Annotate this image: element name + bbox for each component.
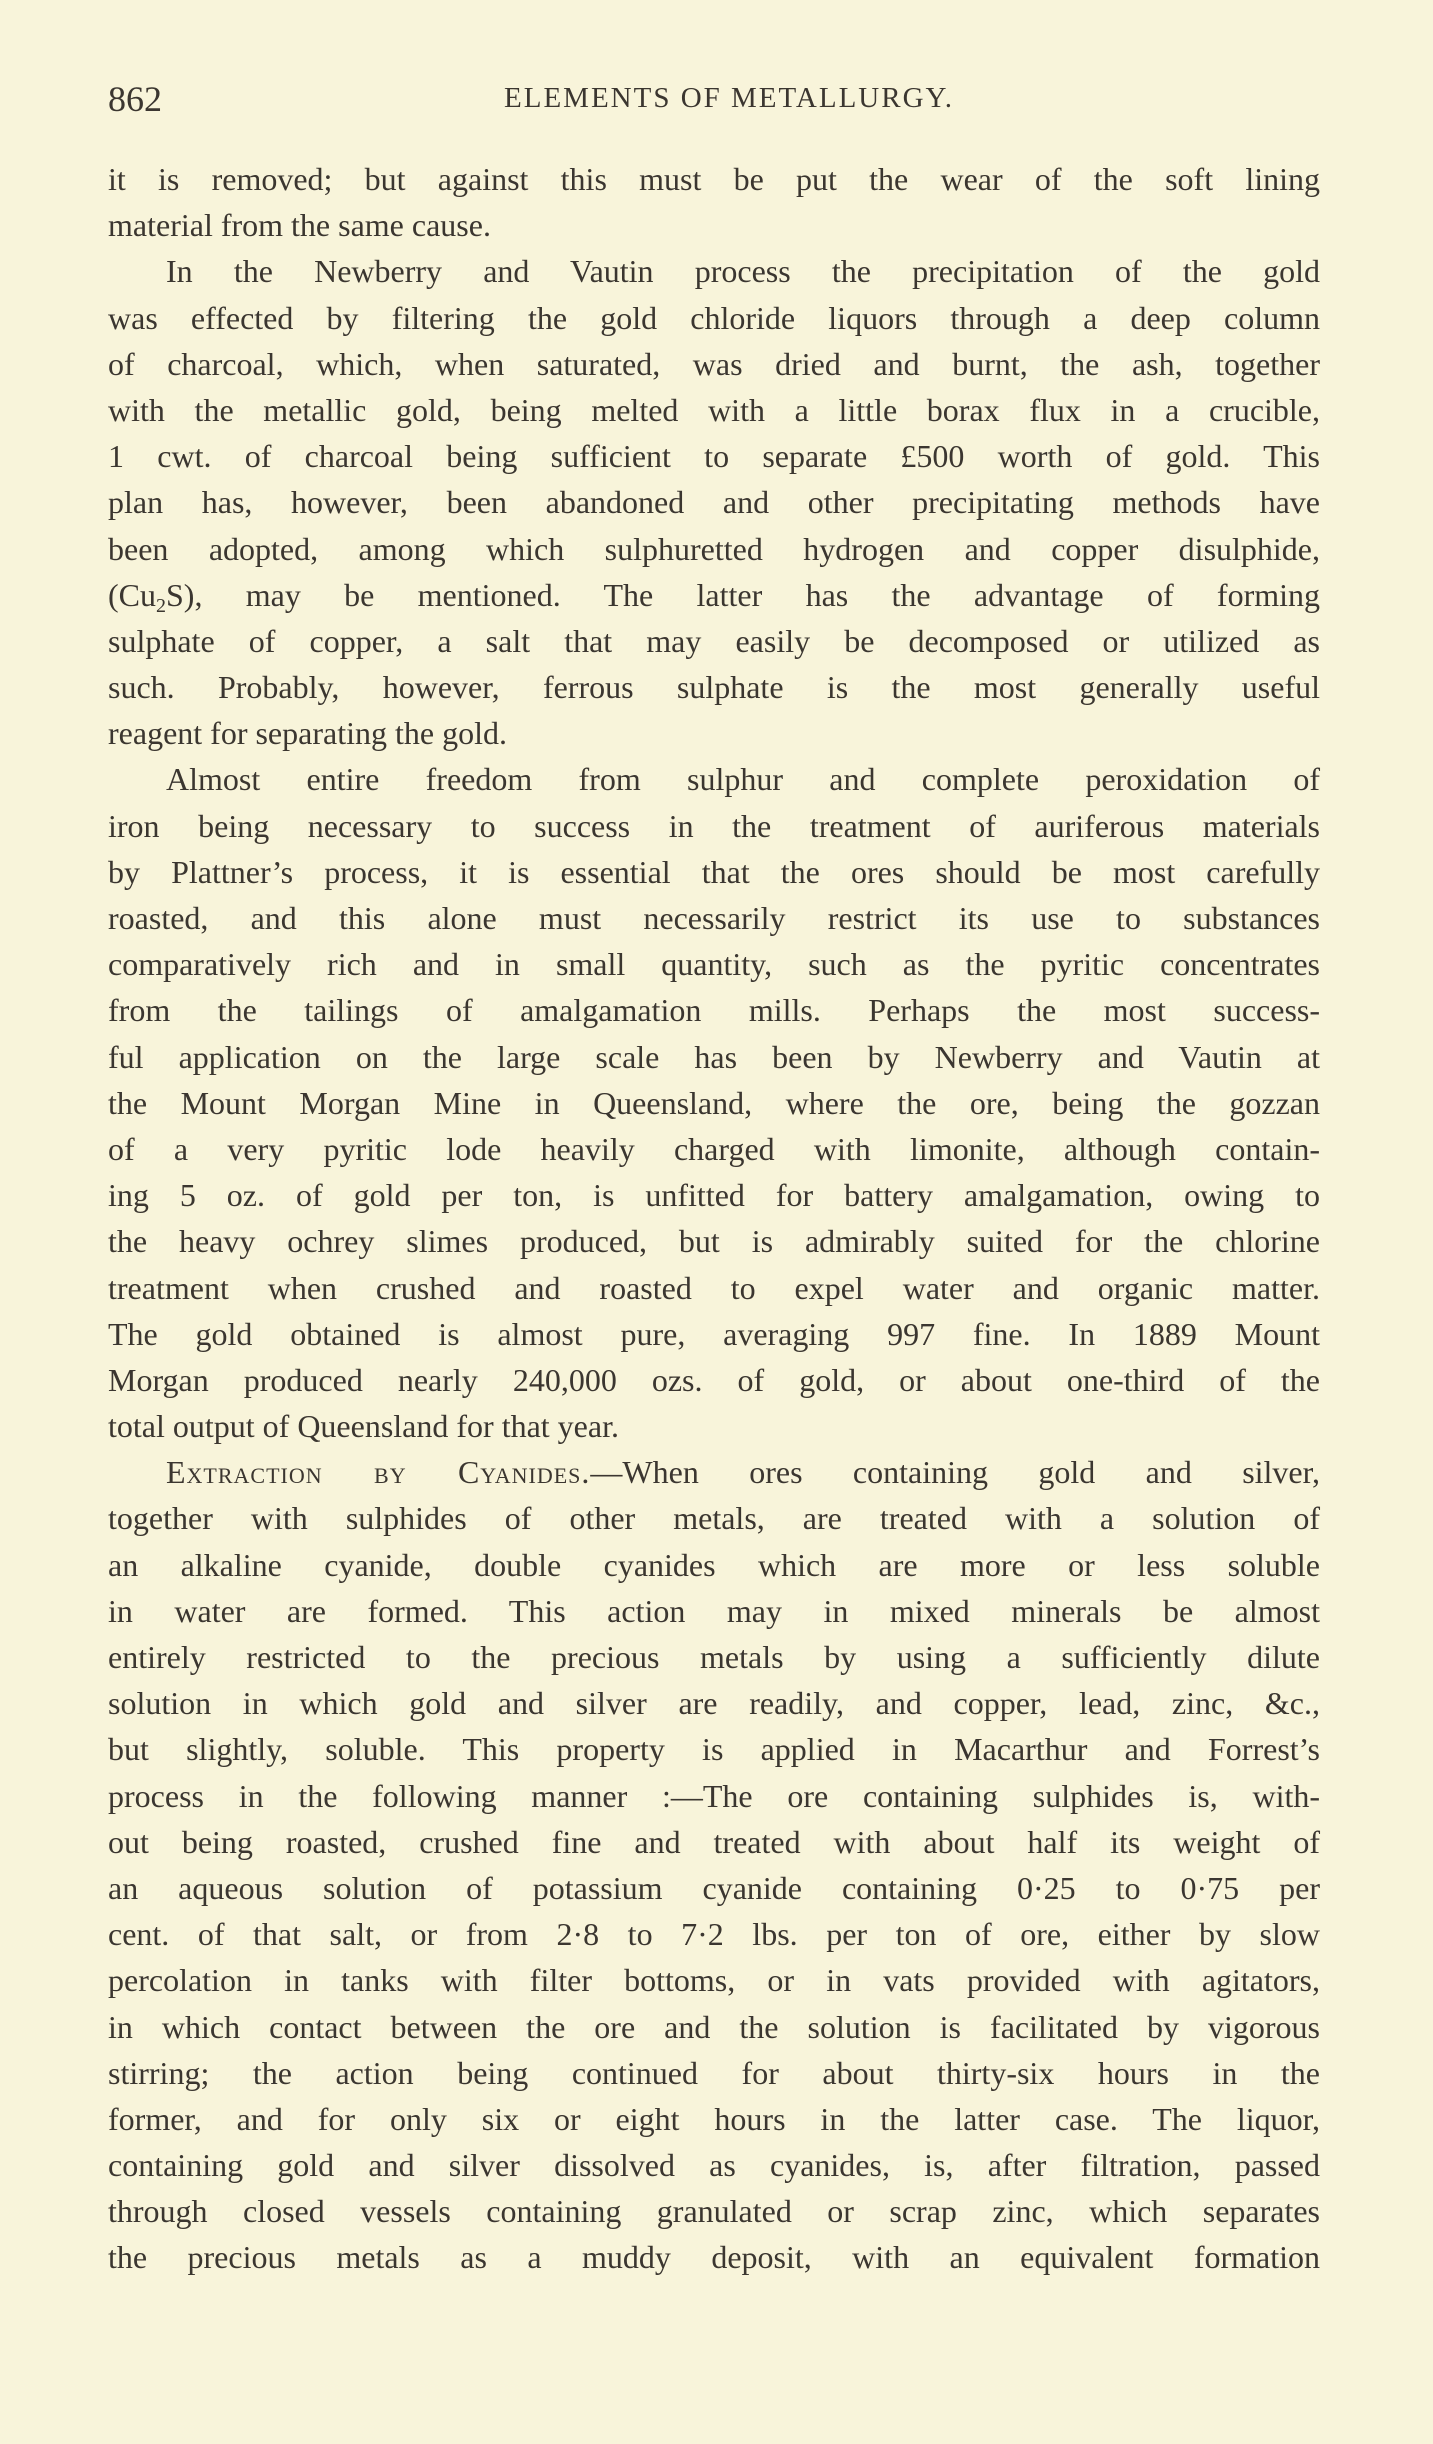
text-line: comparatively rich and in small quantity, such as the pyritic concentrates: [108, 946, 1320, 983]
text-line: Morgan produced nearly 240,000 ozs. of gold, or about one-third of the: [108, 1361, 1320, 1398]
text-line: total output of Queensland for that year.: [108, 1408, 619, 1445]
text-line: but slightly, soluble. This property is applied in Macarthur and Forrest’s: [108, 1731, 1320, 1768]
text-segment: S), may be mentioned. The latter has the advantage of forming: [166, 576, 1320, 613]
text-line: through closed vessels containing granulated or scrap zinc, which separates: [108, 2193, 1320, 2230]
text-segment: —When ores containing gold and silver,: [590, 1454, 1320, 1491]
text-segment: (Cu: [108, 576, 156, 613]
page-number: 862: [108, 79, 162, 119]
text-line: roasted, and this alone must necessarily restrict its use to substances: [108, 900, 1320, 936]
text-line: in water are formed. This action may in mixed minerals be almost: [108, 1592, 1320, 1629]
text-line: such. Probably, however, ferrous sulphate is the most generally useful: [108, 669, 1320, 706]
text-line: sulphate of copper, a salt that may easily be decomposed or utilized as: [108, 622, 1320, 659]
text-line: together with sulphides of other metals, are treated with a solution of: [108, 1500, 1320, 1537]
text-line: In the Newberry and Vautin process the precipitation of the gold: [166, 253, 1320, 290]
text-line: former, and for only six or eight hours in the latter case. The liquor,: [108, 2100, 1320, 2137]
text-line: an alkaline cyanide, double cyanides which are more or less soluble: [108, 1546, 1320, 1583]
text-line: of charcoal, which, when saturated, was dried and burnt, the ash, together: [108, 345, 1320, 382]
text-line: an aqueous solution of potassium cyanide containing 0·25 to 0·75 per: [108, 1869, 1320, 1906]
text-line: of a very pyritic lode heavily charged with limonite, although contain-: [108, 1130, 1320, 1167]
text-line: process in the following manner :—The ore containing sulphides is, with-: [108, 1777, 1320, 1814]
text-line: percolation in tanks with filter bottoms, or in vats provided with agitators,: [108, 1962, 1320, 1999]
text-line: Almost entire freedom from sulphur and complete peroxidation of: [166, 761, 1320, 798]
text-line: reagent for separating the gold.: [108, 715, 507, 752]
text-line: treatment when crushed and roasted to expel water and organic matter.: [108, 1269, 1320, 1306]
text-line: the Mount Morgan Mine in Queensland, where the ore, being the gozzan: [108, 1084, 1320, 1121]
paragraph: [108, 1449, 1320, 2280]
text-line: the heavy ochrey slimes produced, but is admirably suited for the chlorine: [108, 1223, 1320, 1260]
subscript: 2: [156, 594, 166, 617]
text-line: ful application on the large scale has been by Newberry and Vautin at: [108, 1038, 1320, 1075]
text-line: been adopted, among which sulphuretted hydrogen and copper disulphide,: [108, 530, 1320, 567]
text-line: ing 5 oz. of gold per ton, is unfitted for battery amalgamation, owing to: [108, 1177, 1320, 1214]
text-line: with the metallic gold, being melted with a little borax flux in a crucible,: [108, 391, 1320, 428]
text-line: out being roasted, crushed fine and treated with about half its weight of: [108, 1823, 1320, 1860]
text-line: [108, 572, 1320, 618]
paragraph: [108, 756, 1320, 1449]
text-line: material from the same cause.: [108, 207, 491, 244]
text-line: The gold obtained is almost pure, averaging 997 fine. In 1889 Mount: [108, 1315, 1320, 1352]
text-line: stirring; the action being continued for about thirty-six hours in the: [108, 2054, 1320, 2091]
text-line: solution in which gold and silver are readily, and copper, lead, zinc, &c.,: [108, 1685, 1320, 1722]
section-heading: Extraction by Cyanides.: [166, 1454, 591, 1491]
text-line: plan has, however, been abandoned and other precipitating methods have: [108, 484, 1320, 521]
page-header: [108, 78, 1320, 122]
running-title: ELEMENTS OF METALLURGY.: [504, 82, 954, 114]
text-line: iron being necessary to success in the treatment of auriferous materials: [108, 807, 1320, 844]
text-line: 1 cwt. of charcoal being sufficient to separate £500 worth of gold. This: [108, 438, 1320, 475]
body-text: [108, 156, 1320, 2281]
text-line: entirely restricted to the precious metals by using a sufficiently dilute: [108, 1639, 1320, 1675]
paragraph: [108, 156, 1320, 248]
text-line: [108, 1449, 1320, 1495]
text-line: containing gold and silver dissolved as cyanides, is, after filtration, passed: [108, 2147, 1320, 2184]
text-line: the precious metals as a muddy deposit, with an equivalent formation: [108, 2239, 1320, 2276]
paragraph: [108, 248, 1320, 756]
text-line: from the tailings of amalgamation mills. Perhaps the most success-: [108, 992, 1320, 1029]
text-line: it is removed; but against this must be put the wear of the soft lining: [108, 161, 1320, 197]
text-line: was effected by filtering the gold chloride liquors through a deep column: [108, 299, 1320, 336]
text-line: by Plattner’s process, it is essential that the ores should be most carefully: [108, 853, 1320, 890]
text-line: cent. of that salt, or from 2·8 to 7·2 lbs. per ton of ore, either by slow: [108, 1916, 1320, 1953]
text-line: in which contact between the ore and the solution is facilitated by vigorous: [108, 2008, 1320, 2045]
